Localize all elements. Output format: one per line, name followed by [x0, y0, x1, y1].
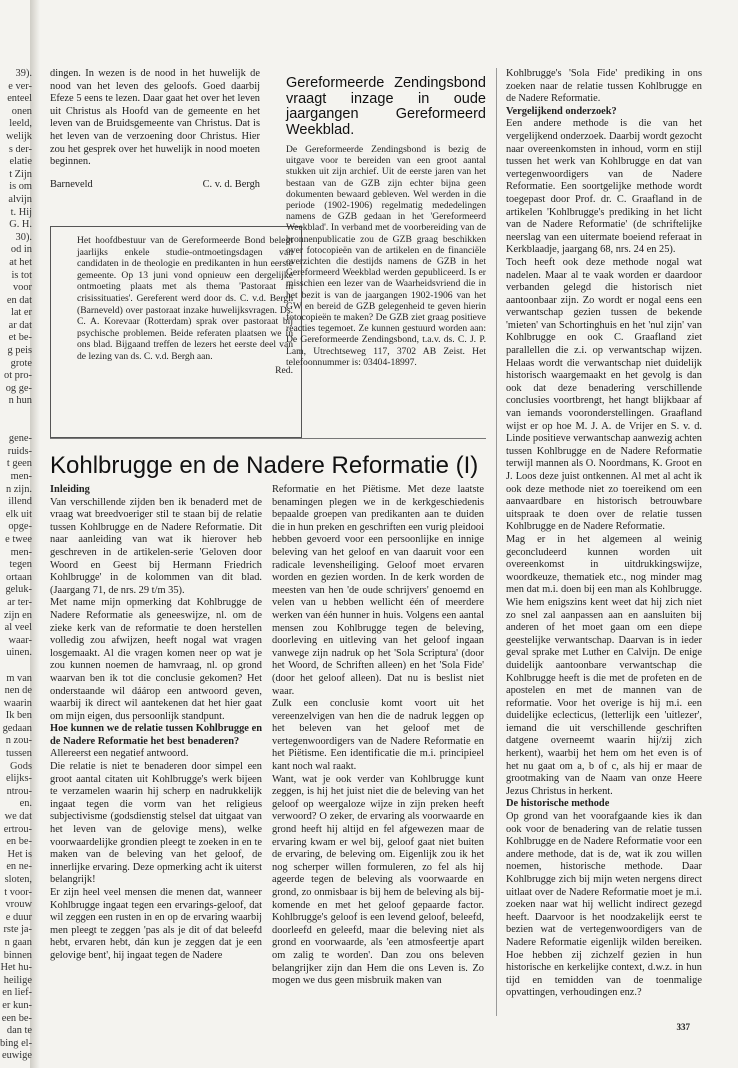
fragment-line: dan te	[6, 1025, 32, 1037]
fragment-line: Het hu-	[0, 962, 32, 974]
notice-box	[50, 226, 302, 438]
fragment-line: men-	[10, 546, 32, 558]
fragment-line: nen de	[4, 685, 32, 697]
fragment-line: uinen.	[6, 647, 32, 659]
fragment-line: ar ter-	[7, 596, 32, 608]
fragment-line: welijk	[6, 130, 32, 142]
fragment-line: rste ja-	[3, 924, 32, 936]
gzb-title: Gereformeerde Zendingsbond vraagt inzage in oude jaargangen Gereformeerd Weekblad.	[286, 75, 486, 138]
article-paragraph: Toch heeft ook deze methode nogal wat nadelen. Maar al te vaak worden er daardoor verbanden gelegd die historisch niet aantoonbaar zijn. Zo wordt er nogal eens een verwantschap gezien tussen de bekende 'mieten' van Schortinghuis en het 'nul zijn' van Kohlbrugge en ook C. Graafland ziet parallellen die z.i. op verwantschap wijzen. Helaas wordt die verwantschap niet duidelijk historisch waargemaakt en het gevolg is dan ook dat deze benadering verschillende conclusies voortbrengt, het hangt blijkbaar af van iemands vooronderstellingen. Graafland wijst er op hoe M. J. A. de Vrijer en S. v. d. Linde positieve verwantschap aanwezig achten tussen Kohlbrugge en de Nadere Reformatie terwijl mannen als O. Noordmans, K. Groot en J. Loos deze juist ontkennen. Al met al acht ik ook deze methode niet zo toereikend om een aanvaardbare en historisch betrouwbare uitspraak te doen over de relatie tussen Kohlbrugge en de Nadere Reformatie.	[506, 256, 702, 533]
fragment-line: ertrou-	[3, 823, 32, 835]
fragment-line: at het	[9, 256, 32, 268]
article-paragraph: Een andere methode is die van het vergelijkend onderzoek. Daarbij wordt gezocht naar overeenkomsten in inhoud, vorm en stijl tussen het werk van Kohlbrugge en dat van vertegenwoordigers van de Nadere Reformatie. Een soortgelijke methode wordt toegepast door Prof. dr. C. Graafland in de artikelen 'Kohlbrugge's prediking in het licht van de Nadere Reformatie' (de schriftelijke neerslag van een uitermate boeiend referaat in Kerkblaadje, jaargang 68, nrs. 24 en 25).	[506, 118, 702, 256]
heading-inleiding: Inleiding	[50, 484, 90, 495]
fragment-line: t geen	[6, 458, 32, 470]
fragment-line: enteel	[7, 93, 32, 105]
article-column-2	[272, 484, 484, 988]
fragment-line: og ge-	[5, 382, 32, 394]
notice-text: Het hoofdbestuur van de Gereformeerde Bond belegt jaarlijks enkele studie-ontmoetingsdagen van candidaten in de theologie en predikanten in hun eerste gemeente. Op 13 juni vond opnieuw een dergelijke ontmoeting plaats met als thema 'Pastoraat in crisissituaties'. Gereferent werd door ds. C. v.d. Bergh (Barneveld) over pastoraat inzake huwelijksvragen. Ds. C. A. Korevaar (Rotterdam) sprak over pastoraat bij psychische problemen. Beide referaten plaatsen we in ons blad. Bijgaand treffen de lezers het eerste deel van de lezing van ds. C. v.d. Bergh aan.	[77, 235, 293, 362]
fragment-line: lat er	[10, 307, 32, 319]
fragment-line: grote	[10, 357, 32, 369]
fragment-line: ar dat	[8, 319, 32, 331]
fragment-line: elk uit	[5, 508, 32, 520]
fragment-line: t Zijn	[9, 168, 32, 180]
fragment-line: t voor-	[4, 886, 32, 898]
gzb-notice	[286, 76, 486, 368]
article-paragraph: Er zijn heel veel mensen die menen dat, wanneer Kohlbrugge ingaat tegen een ervarings-geloof, dat wil zeggen een rusten in en op de ervaring waarbij men pleegt te zeggen 'pas als je dit of dat beleefd hebt, ervaren hebt, dán kun je zeggen dat je een gelovige bent', hij ingaat tegen de Nadere	[50, 887, 262, 961]
fragment-line: al veel	[4, 622, 32, 634]
heading-relatie: Hoe kunnen we de relatie tussen Kohlbrugge en de Nadere Reformatie het best benaderen?	[50, 723, 262, 747]
article-paragraph: Op grond van het voorafgaande kies ik dan ook voor de benadering van de relatie tussen Kohlbrugge en de Nadere Reformatie voor een andere methode, dat is de, wat ik zou willen noemen, historische methode. Daar Kohlbrugge zich bij mijn weten nergens direct uitlaat over de Nadere Reformatie moet je m.i. zoeken naar wat hij wellicht indirect gezegd heeft. Daarvoor is het noodzakelijk eerst te bezien wat de vertegenwoordigers van de Nadere Reformatie eigenlijk wilden bereiken. Hoe hebben zij zichzelf gezien in hun historische en kerkelijke context, d.w.z. in hun tijd en temidden van de toenmalige opvattingen, verhoudingen enz.?	[506, 811, 702, 999]
signature-place: Barneveld	[50, 178, 93, 190]
fragment-line: en lief-	[2, 987, 32, 999]
fragment-line: t. Hij	[10, 206, 32, 218]
left-column-paragraph: dingen. In wezen is de nood in het huwelijk de nood van het leven des geloofs. Goed daarbij Efeze 5 eens te lezen. Daar gaat het over het leven uit Christus als Hoofd van de gemeente en het leven van de Bruidsgemeente van Christus. Dat is het leven van de verzoening door Christus. Hier zou het gesprek over het huwelijk in nood moeten beginnen.	[50, 68, 260, 168]
left-page-fragments	[0, 68, 32, 1063]
fragment-line: en ne-	[6, 861, 32, 873]
article-paragraph: Met name mijn opmerking dat Kohlbrugge de Nadere Reformatie als geneeswijze, nl. om de zieke kerk van de reformatie te doen herstellen volledig zou afwijzen, heeft nogal wat vragen losgemaakt. Al die vragen komen neer op wat je zou kunnen noemen de hamvraag, nl. op grond waarvan ben ik tot die conclusie gekomen? Het onderstaande wil dáárop een antwoord geven, waarbij ik direct wil aantekenen dat het hier gaat om mijn eigen, dus persoonlijk standpunt.	[50, 597, 262, 722]
fragment-line: zijn en	[4, 609, 32, 621]
fragment-line: en.	[19, 798, 32, 810]
left-column	[50, 68, 260, 191]
fragment-line: ortaan	[6, 571, 32, 583]
fragment-line: alvijn	[8, 193, 32, 205]
fragment-line: ot pro-	[4, 370, 32, 382]
article-column-1	[50, 484, 262, 963]
fragment-line: e ver-	[8, 80, 32, 92]
fragment-line: gedaan	[2, 722, 32, 734]
fragment-line	[0, 421, 32, 434]
article-paragraph: Want, wat je ook verder van Kohlbrugge kunt zeggen, is hij het juist niet die de beleving van het geloof op weergaloze wijze in zijn preken heeft verwoord? O zeker, de ervaring als voorwaarde en grond heeft hij altijd en fel afgewezen maar de ervaring kwam er wel bij, geloof gaat niet buiten de ervaring, de beleving om. Eigenlijk zou ik het nog scherper willen formuleren, zo fel als hij ageerde tegen de beleving als voorwaarde en grond, zo onmisbaar is bij hem de beleving als bij-komende en met het geloof gepaarde factor. Kohlbrugge's geloof is een levend geloof, beleefd, doorleefd en geleefd, maar die beleving niet als grond en voorwaarde, als 'een atmosfeertje apart om zalig te worden'. Dan zou ons beleven belangrijker zijn dan Hem die ons Leven is. Zo mogen we dus geen misbruik maken van	[272, 773, 484, 987]
fragment-line: heilige	[3, 974, 32, 986]
fragment-line: en be-	[6, 836, 32, 848]
fragment-line: binnen	[3, 949, 32, 961]
fragment-line: er kun-	[2, 999, 32, 1011]
heading-vergelijkend: Vergelijkend onderzoek?	[506, 105, 617, 117]
article-paragraph: Zulk een conclusie komt voort uit het vereenzelvigen van hen die de nadruk leggen op het beleven van het geloof met de vertegenwoordigers van de Nadere Reformatie en het Piëtisme. Een identificatie die m.i. principieel kant noch wal raakt.	[272, 698, 484, 773]
fragment-line: geluk-	[5, 584, 32, 596]
fragment-line: Ik ben	[5, 710, 32, 722]
gzb-text: De Gereformeerde Zendingsbond is bezig de uitgave voor te bereiden van een groot aantal stukken uit zijn archief. Uit de eerste jaren van het bestaan van de GZB zijn echter bijna geen dokumenten bewaard gebleven. Wel werden in die periode (1902-1906) regelmatig mededelingen namens de GZB gedaan in het 'Gereformeerd Weekblad'. In verband met de voorbereiding van de bronnenpublicatie zou de GZB graag beschikken over fotocopieën van de artikelen en de financiële overzichten die destijds namens de GZB in het Gereformeerd Weekblad werden gepubliceerd. Is er misschien een lezer van de Waarheidsvriend die in het bezit is van de jaargangen 1902-1906 van het GW en bereid de GZB gelegenheid te geven hierin fotocopieën te maken? De GZB ziet graag positieve reacties tegemoet. Ze kunnen gestuurd worden aan: De Gereformeerde Zendingsbond, t.a.v. ds. C. J. P. Lam, Utrechtseweg 117, 3702 AB Zeist. Het telefoonnummer is: 03404-18997.	[286, 144, 486, 368]
fragment-line: en dat	[6, 294, 32, 306]
fragment-line: we dat	[4, 811, 32, 823]
fragment-line: G. H.	[9, 219, 32, 231]
notice-signature: Red.	[275, 364, 293, 376]
fragment-line: n zijn.	[6, 483, 32, 495]
fragment-line: od in	[10, 244, 32, 256]
section-rule	[50, 438, 486, 439]
fragment-line: s der-	[8, 143, 32, 155]
fragment-line: 30).	[15, 231, 32, 243]
article-paragraph: Die relatie is niet te benaderen door simpel een groot aantal citaten uit Kohlbrugge's werk bijeen te verzamelen waarin hij scherp en nadrukkelijk ingaat tegen die vorm van het religieus subjectivisme (godsdienstig stelsel dat uitgaat van het leven van de gelovige mens), welke voorwaardelijke grondien pleegt te zoeken in en te maken van de beleving van het geloof, de innerlijke ervaring. Deze opmerking acht ik uiterst belangrijk!	[50, 761, 262, 886]
fragment-line: et be-	[8, 332, 32, 344]
fragment-line: waar-	[8, 634, 32, 646]
page-number: 337	[676, 1022, 690, 1032]
fragment-line: euwige	[1, 1050, 32, 1062]
fragment-line: opge-	[8, 521, 32, 533]
fragment-line: n zou-	[5, 735, 32, 747]
fragment-line: e twee	[5, 533, 32, 545]
fragment-line: tussen	[6, 748, 32, 760]
fragment-line: onen	[11, 105, 32, 117]
fragment-line: is tot	[11, 269, 32, 281]
left-column-signature	[50, 179, 260, 192]
fragment-line: elatie	[9, 156, 32, 168]
fragment-line: g peis	[7, 345, 32, 357]
fragment-line: elijks-	[6, 773, 32, 785]
article-title: Kohlbrugge en de Nadere Reformatie (I)	[50, 452, 479, 479]
fragment-line: m van	[6, 672, 32, 684]
fragment-line: men-	[10, 471, 32, 482]
fragment-line: tegen	[9, 559, 32, 571]
fragment-line: ruids-	[7, 445, 32, 457]
fragment-line: illend	[8, 496, 32, 508]
article-paragraph: Kohlbrugge's 'Sola Fide' prediking in ons zoeken naar de relatie tussen Kohlbrugge en de Nadere Reformatie.	[506, 68, 702, 105]
fragment-line: Gods	[10, 760, 32, 772]
column-divider-right	[496, 68, 497, 1016]
fragment-line: e duur	[5, 911, 32, 923]
fragment-line	[0, 660, 32, 673]
fragment-line	[0, 408, 32, 421]
fragment-line: 39).	[15, 68, 32, 79]
article-paragraph: Van verschillende zijden ben ik benaderd met de vraag wat breedvoeriger stil te staan bij de relatie tussen Kohlbrugge en de Nadere Reformatie. Dit naar aanleiding van wat ik hierover heb geschreven in de artikelen-serie 'Geloven door Woord en Geest bij Hermann Friedrich Kohlbrugge' in de kolommen van dit blad. (Jaargang 71, de nrs. 29 t/m 35).	[50, 496, 262, 596]
article-paragraph: Mag er in het algemeen al weinig geconcludeerd kunnen worden uit overeenkomst in uitdrukkingswijze, woordkeuze, thematiek etc., nog minder mag men dat m.i. doen bij een man als Kohlbrugge. Wie hem enigszins kent weet dat hij zich niet zo snel zal aanpassen aan en aansluiten bij anderen of het moet gaan om een diepe geestelijke verwantschap. Daarvan is in ieder geval sprake met Luther en Calvijn. De enige duidelijk aantoonbare verwantschap die Kohlbrugge heeft is die met de profeten en de apostelen en met de mannen van de reformatie. Voor het overige is hij m.i. een duidelijke eclecticus, (letterlijk een 'uitlezer', iemand die uit verschillende geschriften datgene overneemt waarin hij/zij zich herkent), waarbij het hem om het even is of het nu gaat om a, b of c, als hij er maar de grootmaking van de Naam van onze Heere Jezus Christus in herkent.	[506, 533, 702, 797]
fragment-line: vrouw	[5, 899, 32, 911]
fragment-line: gene-	[8, 433, 32, 445]
fragment-line: n hun	[8, 395, 32, 407]
fragment-line: ntrou-	[6, 785, 32, 797]
fragment-line: leeld,	[9, 118, 32, 130]
fragment-line: voor	[12, 282, 32, 294]
signature-author: C. v. d. Bergh	[202, 178, 260, 190]
article-paragraph: Allereerst een negatief antwoord.	[50, 748, 189, 760]
fragment-line: n gaan	[4, 936, 32, 948]
fragment-line: sloten,	[4, 874, 32, 885]
fragment-line: een be-	[1, 1012, 32, 1024]
article-column-3	[506, 68, 702, 1000]
fragment-line: bing el-	[0, 1037, 32, 1049]
fragment-line: is om	[9, 181, 32, 193]
fragment-line: waarin	[3, 697, 32, 709]
article-paragraph: Reformatie en het Piëtisme. Met deze laatste benamingen plegen we in de kerkgeschiedenis bepaalde groepen van predikanten aan te duiden die in hun preken en geschriften een vurig pleidooi hebben gevoerd voor een persoonlijke en innige beleving van het geloof en van daaruit voor een radicale levensheiliging. Geloof moet ervaren worden en gezien worden. In de kerk worden de meesten van hen 'de oude schrijvers' genoemd en velen van u hebben wellicht één of meerdere werken van één hunner in huis. Volgens een aantal mensen zou Kohlbrugge tegen de beleving, doorleving en uitleving van het geloof ingaan vanwege zijn nadruk op het 'Sola Scriptura' (door het Woord, de Schriften alleen) en het 'Sola Fide' (door het geloof alleen). Dat nu is beslist niet waar.	[272, 484, 484, 697]
fragment-line: Het is	[7, 848, 32, 860]
heading-historische: De historische methode	[506, 798, 610, 810]
